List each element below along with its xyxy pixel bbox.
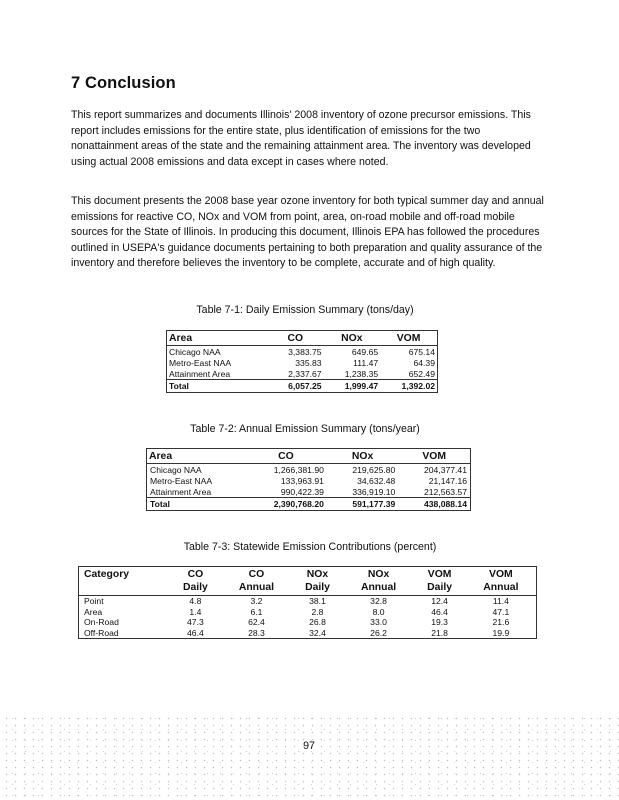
- table-cell: 46.4: [431, 606, 448, 617]
- header-cell: [222, 567, 292, 596]
- row-label: Off-Road: [84, 627, 119, 638]
- table-cell: 8.0: [372, 606, 385, 617]
- table-cell: 990,422.39: [280, 486, 324, 497]
- table-cell: 6.1: [250, 606, 263, 617]
- table-cell: 12.4: [431, 596, 448, 607]
- table-cell: 652.49: [408, 368, 435, 379]
- header-line: Daily: [427, 582, 453, 593]
- table-row: [167, 368, 438, 380]
- table-cell: 1.4: [189, 606, 202, 617]
- header-line: NOx: [306, 569, 329, 580]
- header-cell: [344, 567, 414, 596]
- header-cell: Area: [147, 449, 246, 464]
- header-cell: CO: [267, 331, 324, 346]
- header-line: NOx: [367, 569, 390, 580]
- row-label: Attainment Area: [150, 486, 212, 497]
- header-line: Annual: [360, 582, 397, 593]
- row-label: Chicago NAA: [167, 346, 268, 358]
- table-cell: 38.1: [309, 596, 326, 607]
- table-cell: 6,057.25: [267, 380, 324, 393]
- table-cell: 1,266,381.90: [273, 464, 324, 475]
- table-cell: 219,625.80: [352, 464, 396, 475]
- table-cell: 133,963.91: [280, 475, 324, 486]
- table-cell: 64.39: [413, 357, 435, 368]
- table-cell: 649.65: [351, 346, 379, 357]
- table-row: [167, 346, 438, 358]
- table-cell: 675.14: [408, 346, 435, 357]
- header-cell: VOM: [380, 331, 437, 346]
- table-cell: 28.3: [248, 627, 265, 638]
- table-cell: 438,088.14: [398, 498, 470, 511]
- table-cell: 19.3: [431, 617, 448, 628]
- table-cell: 335.83: [295, 357, 322, 368]
- row-label: Attainment Area: [167, 368, 268, 380]
- statewide-contribution-table: [78, 566, 537, 639]
- table-cell: 47.1: [492, 606, 510, 617]
- table-header-row: [147, 449, 471, 464]
- row-label: On-Road: [84, 617, 119, 628]
- table-cell: 34,632.48: [357, 475, 396, 486]
- table-cell: 3.2: [250, 596, 263, 607]
- table-cell: 32.8: [370, 596, 387, 607]
- header-cell: [413, 567, 465, 596]
- row-label: Chicago NAA: [150, 464, 202, 475]
- section-heading: 7 Conclusion: [71, 74, 176, 92]
- header-cell: NOx: [324, 331, 381, 346]
- table-cell: 19.9: [492, 627, 510, 638]
- header-cell: CO: [245, 449, 327, 464]
- table-cell: 11.4: [492, 596, 509, 607]
- table-cell: 21,147.16: [428, 475, 467, 486]
- row-label: Point: [84, 596, 104, 607]
- table-cell: 2.8: [311, 606, 324, 617]
- paragraph-2: This document presents the 2008 base year ozone inventory for both typical summer day and annual emissions for reactive CO, NOx and VOM from point, area, on-road mobile and off-road mobile sources for the State of Illinois. In producing this document, Illinois EPA has followed the procedures outlined in USEPA's guidance documents pertaining to both preparation and quality assurance of the inventory and therefore believes the inventory to be complete, accurate and of high quality.: [71, 195, 544, 270]
- table-header-row: [167, 331, 438, 346]
- header-line: VOM: [489, 569, 513, 580]
- table-cell: 2,390,768.20: [245, 498, 327, 511]
- table-cell: 111.47: [353, 357, 379, 368]
- header-cell: [169, 567, 221, 596]
- table-row: [79, 617, 537, 628]
- table-cell: 26.2: [370, 627, 387, 638]
- row-label: Total: [147, 498, 246, 511]
- daily-emission-table: [166, 330, 438, 393]
- scan-noise: [0, 712, 619, 800]
- table-cell: 1,999.47: [324, 380, 381, 393]
- total-row: [147, 498, 471, 511]
- header-cell: Area: [167, 331, 268, 346]
- total-row: [167, 380, 438, 393]
- table-cell: 21.8: [431, 627, 448, 638]
- header-cell: NOx: [327, 449, 398, 464]
- header-cell: VOM: [398, 449, 470, 464]
- page-number: 97: [303, 740, 315, 752]
- row-label: Metro-East NAA: [167, 357, 268, 368]
- header-line: VOM: [427, 569, 452, 580]
- header-cell: [466, 567, 537, 596]
- header-line: CO: [187, 569, 204, 580]
- table-cell: 26.8: [309, 617, 326, 628]
- table-cell: 46.4: [187, 627, 204, 638]
- table-cell: 1,392.02: [380, 380, 437, 393]
- table-header-row: [79, 567, 537, 596]
- row-label: Total: [167, 380, 268, 393]
- table-cell: 32.4: [309, 627, 326, 638]
- row-label: Area: [84, 606, 103, 617]
- table-cell: 4.8: [189, 596, 202, 607]
- paragraph-1: This report summarizes and documents Illinois' 2008 inventory of ozone precursor emissions. This report includes emissions for the entire state, plus identification of emissions for the two nonattainment areas of the state and the remaining attainment area. The inventory was developed using actual 2008 emissions and data except in cases where noted.: [71, 109, 531, 168]
- table-cell: 591,177.39: [327, 498, 398, 511]
- table-cell: 2,337.67: [288, 368, 322, 379]
- table-row: [79, 596, 537, 607]
- table-cell: 33.0: [370, 617, 387, 628]
- table-row: [79, 607, 537, 618]
- header-line: Category: [84, 569, 130, 580]
- table-row: [147, 475, 471, 486]
- table-row: [79, 628, 537, 639]
- table-cell: 62.4: [248, 617, 265, 628]
- annual-emission-table: [146, 448, 471, 511]
- table-cell: 204,377.41: [423, 464, 467, 475]
- header-cell: [291, 567, 343, 596]
- table-cell: 336,919.10: [352, 486, 396, 497]
- header-cell: [79, 567, 170, 596]
- header-line: Annual: [238, 582, 275, 593]
- row-label: Metro-East NAA: [150, 475, 213, 486]
- table-cell: 21.6: [492, 617, 510, 628]
- table-cell: 3,383.75: [288, 346, 322, 357]
- table-cell: 1,238.35: [344, 368, 379, 379]
- table-cell: 47.3: [187, 617, 204, 628]
- table-cell: 212,563.57: [423, 486, 467, 497]
- table-row: [147, 486, 471, 498]
- table-2-caption: Table 7-2: Annual Emission Summary (tons/year): [190, 423, 420, 435]
- header-line: CO: [248, 569, 265, 580]
- header-line: Annual: [483, 582, 519, 593]
- table-1-caption: Table 7-1: Daily Emission Summary (tons/day): [196, 304, 414, 316]
- table-3-caption: Table 7-3: Statewide Emission Contributions (percent): [183, 541, 437, 553]
- header-line: Daily: [182, 582, 208, 593]
- table-row: [147, 464, 471, 476]
- table-row: [167, 357, 438, 368]
- header-line: Daily: [305, 582, 330, 593]
